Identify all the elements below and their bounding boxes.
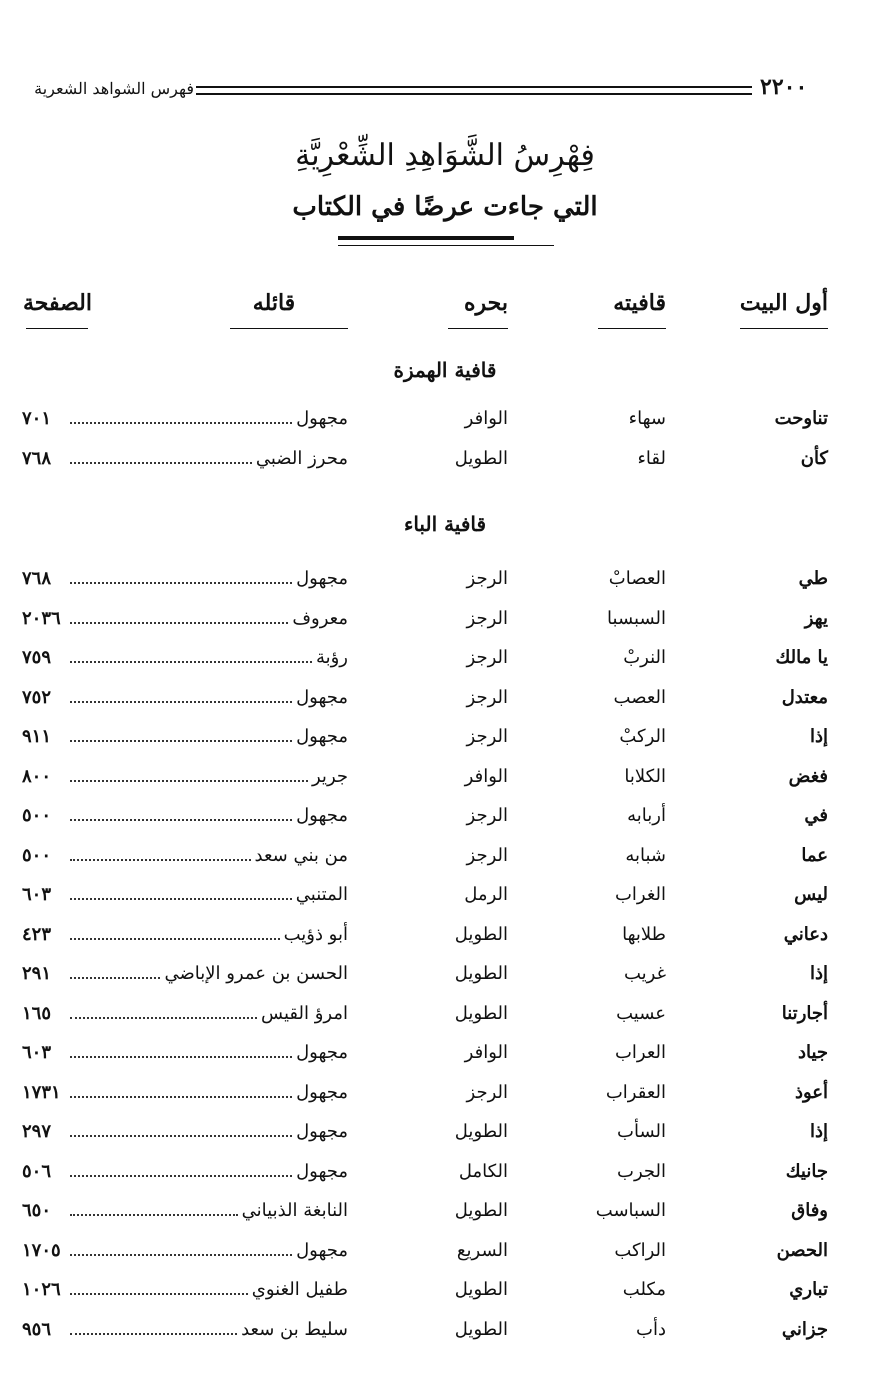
rhyme: السباسب bbox=[595, 1200, 666, 1221]
meter: السريع bbox=[456, 1239, 508, 1261]
index-row bbox=[0, 766, 891, 796]
poet-name: مجهول bbox=[296, 686, 348, 708]
page-reference: ٢٩٧ bbox=[22, 1121, 52, 1142]
page-reference: ٦٥٠ bbox=[22, 1200, 52, 1221]
rhyme: مكلب bbox=[622, 1279, 666, 1300]
poet-name: مجهول bbox=[296, 805, 348, 826]
leader-dots bbox=[70, 448, 252, 464]
rhyme: الركبْ bbox=[619, 726, 666, 747]
meter: الرمل bbox=[464, 884, 508, 905]
leader-dots bbox=[70, 1003, 257, 1019]
rhyme: سهاء bbox=[628, 408, 666, 429]
first-words: تباري bbox=[789, 1279, 828, 1300]
header-rule bbox=[196, 86, 752, 95]
meter: الطويل bbox=[454, 963, 508, 984]
page-reference: ١٧٠٥ bbox=[22, 1239, 61, 1261]
leader-dots bbox=[70, 845, 251, 861]
column-header-page: الصفحة bbox=[22, 290, 92, 316]
first-words: ليس bbox=[794, 884, 828, 905]
title-underline-thin bbox=[338, 245, 554, 246]
poet-cell bbox=[70, 1319, 348, 1340]
rhyme: الجرب bbox=[617, 1160, 666, 1182]
page-reference: ١٦٥ bbox=[22, 1002, 52, 1024]
column-header-meter: بحره bbox=[464, 290, 508, 316]
leader-dots bbox=[70, 1240, 292, 1256]
page-subtitle: التي جاءت عرضًا في الكتاب bbox=[292, 192, 598, 222]
poet-name: مجهول bbox=[296, 568, 348, 589]
leader-dots bbox=[70, 408, 292, 424]
meter: الطويل bbox=[454, 1002, 508, 1024]
first-words: فغض bbox=[788, 765, 828, 787]
column-header-underline bbox=[740, 328, 828, 329]
leader-dots bbox=[70, 1319, 237, 1335]
meter: الرجز bbox=[466, 726, 508, 747]
poet-cell bbox=[70, 1003, 348, 1024]
leader-dots bbox=[70, 1121, 292, 1137]
page-reference: ٥٠٠ bbox=[22, 844, 52, 866]
index-row bbox=[0, 448, 891, 478]
meter: الطويل bbox=[454, 447, 508, 469]
leader-dots bbox=[70, 1042, 292, 1058]
poet-cell bbox=[70, 1161, 348, 1182]
poet-name: امرؤ القيس bbox=[261, 1002, 348, 1024]
first-words: طي bbox=[798, 568, 828, 589]
first-words: معتدل bbox=[781, 686, 828, 708]
poet-name: النابغة الذبياني bbox=[241, 1200, 348, 1221]
page-reference: ٢٠٣٦ bbox=[22, 607, 61, 629]
page-reference: ٧٥٢ bbox=[22, 686, 52, 708]
poet-cell bbox=[70, 1279, 348, 1300]
page-reference: ٧٦٨ bbox=[22, 568, 52, 589]
rhyme: غريب bbox=[623, 963, 666, 984]
page-number: ٢٢٠٠ bbox=[760, 74, 808, 100]
first-words: يا مالك bbox=[775, 647, 828, 668]
leader-dots bbox=[70, 1200, 238, 1216]
poet-cell bbox=[70, 687, 348, 708]
leader-dots bbox=[70, 884, 292, 900]
page-reference: ٩١١ bbox=[22, 726, 52, 747]
index-row bbox=[0, 1082, 891, 1112]
meter: الطويل bbox=[454, 1318, 508, 1340]
column-header-underline bbox=[230, 328, 348, 329]
index-row bbox=[0, 1003, 891, 1033]
poet-cell bbox=[70, 924, 348, 945]
leader-dots bbox=[70, 924, 280, 940]
column-header-poet: قائله bbox=[252, 290, 296, 316]
first-words: وفاق bbox=[791, 1200, 828, 1221]
poet-cell bbox=[70, 1042, 348, 1063]
section-title: قافية الباء bbox=[403, 512, 487, 536]
column-header-rhyme: قافيته bbox=[613, 290, 666, 316]
index-row bbox=[0, 647, 891, 677]
poet-name: مجهول bbox=[296, 1081, 348, 1103]
first-words: دعاني bbox=[783, 923, 828, 945]
poet-name: معروف bbox=[292, 607, 348, 629]
leader-dots bbox=[70, 963, 160, 979]
page-reference: ٥٠٠ bbox=[22, 805, 52, 826]
leader-dots bbox=[70, 766, 308, 782]
rhyme: عسيب bbox=[616, 1002, 666, 1024]
poet-name: مجهول bbox=[296, 726, 348, 747]
rhyme: طلابها bbox=[622, 923, 666, 945]
poet-cell bbox=[70, 884, 348, 905]
poet-cell bbox=[70, 408, 348, 429]
page-reference: ١٧٣١ bbox=[22, 1081, 61, 1103]
poet-cell bbox=[70, 805, 348, 826]
meter: الوافر bbox=[464, 408, 508, 429]
page-reference: ٦٠٣ bbox=[22, 1042, 52, 1063]
index-row bbox=[0, 963, 891, 993]
poet-name: مجهول bbox=[296, 1160, 348, 1182]
leader-dots bbox=[70, 568, 292, 584]
index-row bbox=[0, 608, 891, 638]
index-row bbox=[0, 805, 891, 835]
rhyme: دأب bbox=[636, 1318, 666, 1340]
index-row bbox=[0, 687, 891, 717]
first-words: إذا bbox=[809, 726, 828, 747]
column-header-first-line: أول البيت bbox=[739, 290, 828, 316]
index-row bbox=[0, 1240, 891, 1270]
page-reference: ٤٢٣ bbox=[22, 923, 52, 945]
first-words: إذا bbox=[809, 1121, 828, 1142]
meter: الرجز bbox=[466, 568, 508, 589]
leader-dots bbox=[70, 1082, 292, 1098]
column-header-underline bbox=[26, 328, 88, 329]
rhyme: العصب bbox=[613, 686, 666, 708]
rhyme: العقراب bbox=[605, 1081, 666, 1103]
poet-name: مجهول bbox=[296, 1121, 348, 1142]
leader-dots bbox=[70, 687, 292, 703]
rhyme: أربابه bbox=[627, 805, 666, 826]
leader-dots bbox=[70, 1279, 248, 1295]
poet-name: أبو ذؤيب bbox=[283, 923, 348, 945]
meter: الكامل bbox=[458, 1160, 508, 1182]
meter: الوافر bbox=[464, 765, 508, 787]
rhyme: الراكب bbox=[614, 1239, 666, 1261]
first-words: جياد bbox=[797, 1042, 828, 1063]
rhyme: الغراب bbox=[614, 884, 666, 905]
first-words: كأن bbox=[800, 447, 828, 469]
first-words: جانيك bbox=[785, 1160, 828, 1182]
poet-cell bbox=[70, 1240, 348, 1261]
index-row bbox=[0, 1319, 891, 1349]
meter: الرجز bbox=[466, 805, 508, 826]
index-row bbox=[0, 884, 891, 914]
rhyme: العراب bbox=[614, 1042, 666, 1063]
meter: الوافر bbox=[464, 1042, 508, 1063]
poet-cell bbox=[70, 845, 348, 866]
poet-name: مجهول bbox=[296, 408, 348, 429]
index-row bbox=[0, 1121, 891, 1151]
poet-name: سليط بن سعد bbox=[241, 1318, 348, 1340]
first-words: إذا bbox=[809, 963, 828, 984]
title-underline-thick bbox=[338, 236, 514, 240]
poet-name: من بني سعد bbox=[254, 844, 348, 866]
page-reference: ٧٥٩ bbox=[22, 647, 52, 668]
poet-cell bbox=[70, 448, 348, 469]
poet-name: المتنبي bbox=[295, 884, 348, 905]
poet-name: طفيل الغنوي bbox=[251, 1279, 348, 1300]
index-row bbox=[0, 726, 891, 756]
meter: الرجز bbox=[466, 844, 508, 866]
rhyme: لقاء bbox=[637, 447, 666, 469]
page-reference: ٧٠١ bbox=[22, 408, 52, 429]
index-row bbox=[0, 1279, 891, 1309]
index-row bbox=[0, 568, 891, 598]
poet-name: الحسن بن عمرو الإباضي bbox=[164, 963, 348, 984]
leader-dots bbox=[70, 805, 292, 821]
index-row bbox=[0, 1200, 891, 1230]
first-words: يهز bbox=[804, 607, 828, 629]
first-words: في bbox=[804, 805, 828, 826]
index-row bbox=[0, 1042, 891, 1072]
page-reference: ٦٠٣ bbox=[22, 884, 52, 905]
poet-cell bbox=[70, 963, 348, 984]
column-header-underline bbox=[598, 328, 666, 329]
meter: الرجز bbox=[466, 686, 508, 708]
rhyme: السبسبا bbox=[607, 607, 666, 629]
section-title: قافية الهمزة bbox=[393, 358, 497, 382]
page-reference: ٨٠٠ bbox=[22, 765, 52, 787]
poet-name: رؤبة bbox=[315, 647, 348, 668]
meter: الرجز bbox=[466, 1081, 508, 1103]
index-row bbox=[0, 408, 891, 438]
meter: الرجز bbox=[466, 607, 508, 629]
leader-dots bbox=[70, 1161, 292, 1177]
page-reference: ٥٠٦ bbox=[22, 1160, 52, 1182]
index-row bbox=[0, 924, 891, 954]
first-words: عما bbox=[801, 844, 828, 866]
first-words: الحصن bbox=[776, 1239, 828, 1261]
page-reference: ٢٩١ bbox=[22, 963, 52, 984]
index-row bbox=[0, 1161, 891, 1191]
poet-name: محرز الضبي bbox=[255, 447, 348, 469]
poet-cell bbox=[70, 568, 348, 589]
first-words: أعوذ bbox=[794, 1081, 828, 1103]
poet-cell bbox=[70, 608, 348, 629]
leader-dots bbox=[70, 647, 312, 663]
leader-dots bbox=[70, 608, 288, 624]
poet-cell bbox=[70, 726, 348, 747]
meter: الطويل bbox=[454, 1279, 508, 1300]
running-title: فهرس الشواهد الشعرية bbox=[34, 79, 194, 98]
poet-name: مجهول bbox=[296, 1239, 348, 1261]
poet-cell bbox=[70, 766, 348, 787]
poet-cell bbox=[70, 1200, 348, 1221]
rhyme: الكلابا bbox=[624, 765, 666, 787]
page-title: فِهْرِسُ الشَّوَاهِدِ الشِّعْرِيَّةِ bbox=[295, 138, 595, 173]
poet-name: جرير bbox=[312, 765, 348, 787]
meter: الرجز bbox=[466, 647, 508, 668]
poet-name: مجهول bbox=[296, 1042, 348, 1063]
meter: الطويل bbox=[454, 923, 508, 945]
page-reference: ١٠٢٦ bbox=[22, 1279, 61, 1300]
column-header-underline bbox=[448, 328, 508, 329]
first-words: تناوحت bbox=[774, 408, 828, 429]
meter: الطويل bbox=[454, 1121, 508, 1142]
leader-dots bbox=[70, 726, 292, 742]
page-reference: ٧٦٨ bbox=[22, 447, 52, 469]
rhyme: العصابْ bbox=[608, 568, 666, 589]
rhyme: السأب bbox=[617, 1121, 666, 1142]
poet-cell bbox=[70, 647, 348, 668]
rhyme: شبابه bbox=[625, 844, 666, 866]
first-words: أجارتنا bbox=[781, 1002, 828, 1024]
meter: الطويل bbox=[454, 1200, 508, 1221]
index-row bbox=[0, 845, 891, 875]
poet-cell bbox=[70, 1082, 348, 1103]
first-words: جزاني bbox=[781, 1318, 828, 1340]
rhyme: النربْ bbox=[623, 647, 666, 668]
poet-cell bbox=[70, 1121, 348, 1142]
page-reference: ٩٥٦ bbox=[22, 1318, 52, 1340]
